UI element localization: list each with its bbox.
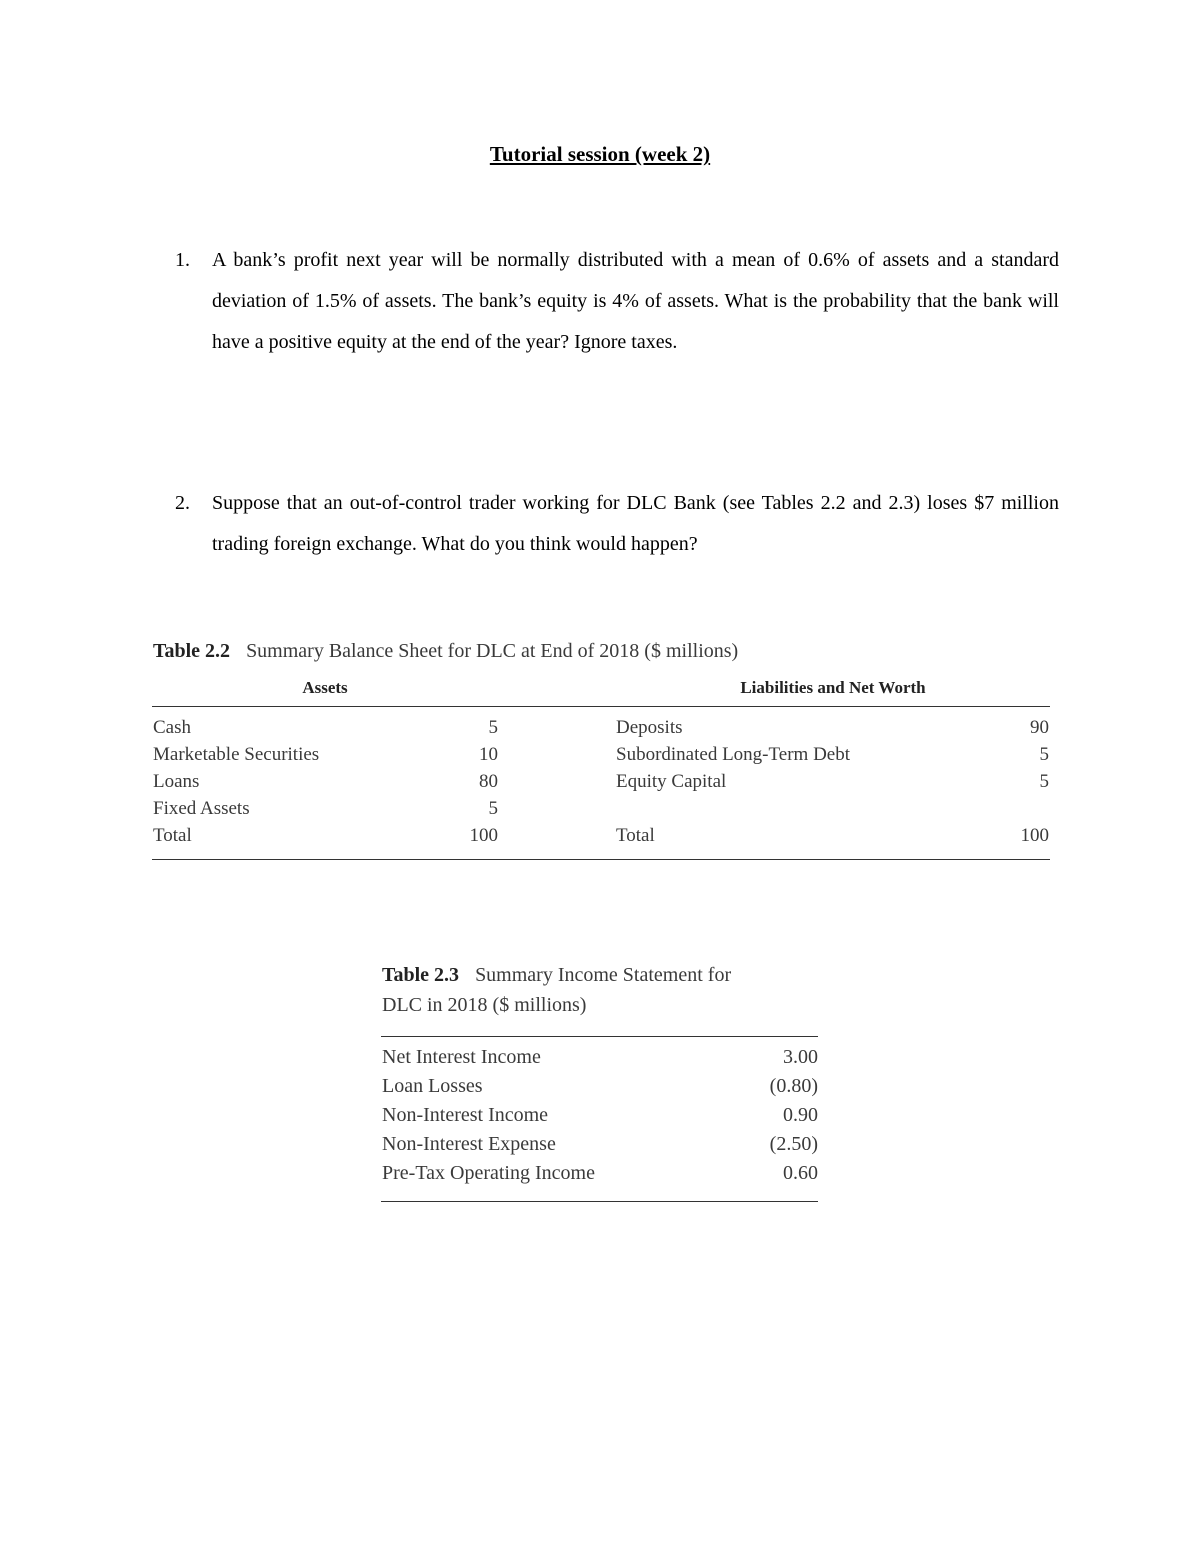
table-2-2-caption <box>153 640 738 663</box>
question-number: 1. <box>175 249 190 271</box>
table-description-line2: DLC in 2018 ($ millions) <box>382 994 587 1016</box>
question-text: Suppose that an out-of-control trader working for DLC Bank (see Tables 2.2 and 2.3) loses $7 million trading foreign exchange. What do you think would happen? <box>212 492 1059 555</box>
asset-label: Loans <box>153 771 200 792</box>
item-value: 3.00 <box>783 1046 818 1068</box>
table-header <box>152 672 1050 707</box>
liability-label: Subordinated Long-Term Debt <box>616 744 851 765</box>
asset-value: 5 <box>488 798 498 819</box>
question-text: A bank’s profit next year will be normally distributed with a mean of 0.6% of assets and a standard deviation of 1.5% of assets. The bank’s equity is 4% of assets. What is the probability that the bank will have a positive equity at the end of the year? Ignore taxes. <box>212 249 1059 353</box>
table-row-total <box>152 825 1050 852</box>
item-value: 0.90 <box>783 1104 818 1126</box>
item-value: (2.50) <box>769 1133 818 1155</box>
table-2-3-caption <box>382 960 822 1020</box>
table-row <box>152 717 1050 744</box>
item-label: Loan Losses <box>382 1075 483 1097</box>
item-label: Net Interest Income <box>382 1046 541 1068</box>
asset-label: Fixed Assets <box>153 798 250 819</box>
liability-label: Total <box>616 825 655 846</box>
item-value: (0.80) <box>769 1075 818 1097</box>
liability-label: Deposits <box>616 717 683 738</box>
table-row <box>152 771 1050 798</box>
table-row <box>381 1046 818 1075</box>
balance-sheet-table <box>152 672 1050 860</box>
table-row <box>152 744 1050 771</box>
liabilities-header: Liabilities and Net Worth <box>740 678 926 697</box>
item-value: 0.60 <box>783 1162 818 1184</box>
table-row <box>381 1104 818 1133</box>
income-statement-table <box>381 1036 818 1202</box>
asset-value: 5 <box>488 717 498 738</box>
item-label: Non-Interest Income <box>382 1104 549 1126</box>
asset-label: Marketable Securities <box>153 744 320 765</box>
asset-value: 80 <box>479 771 498 792</box>
liability-label: Equity Capital <box>616 771 727 792</box>
table-description: Summary Income Statement for <box>475 964 732 986</box>
asset-label: Total <box>153 825 192 846</box>
table-row <box>152 798 1050 825</box>
table-row <box>381 1162 818 1191</box>
asset-value: 10 <box>479 744 498 765</box>
asset-value: 100 <box>469 825 498 846</box>
question-number: 2. <box>175 492 190 514</box>
liability-value: 5 <box>1039 771 1049 792</box>
table-body <box>152 707 1050 860</box>
item-label: Non-Interest Expense <box>382 1133 556 1155</box>
question-2 <box>175 483 1059 565</box>
liability-value: 5 <box>1039 744 1049 765</box>
page-title: Tutorial session (week 2) <box>489 142 711 166</box>
table-label: Table 2.3 <box>382 964 460 986</box>
table-description: Summary Balance Sheet for DLC at End of 2018 ($ millions) <box>246 640 739 662</box>
liability-value: 100 <box>1020 825 1049 846</box>
table-row <box>381 1075 818 1104</box>
liability-value: 90 <box>1030 717 1049 738</box>
asset-label: Cash <box>153 717 191 738</box>
table-label: Table 2.2 <box>153 640 231 662</box>
table-row <box>381 1133 818 1162</box>
question-1 <box>175 240 1059 363</box>
assets-header: Assets <box>302 678 348 697</box>
item-label: Pre-Tax Operating Income <box>382 1162 595 1184</box>
